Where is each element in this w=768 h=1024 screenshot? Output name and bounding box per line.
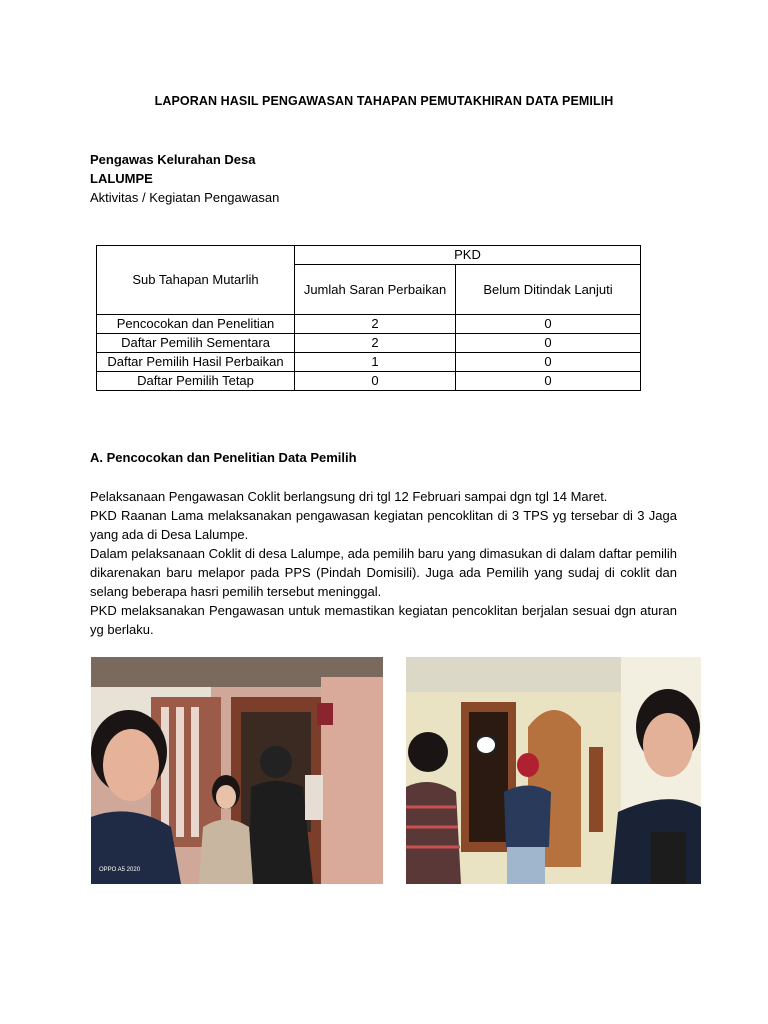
group-header-pkd: PKD: [295, 246, 641, 265]
section-a-body: [90, 487, 677, 639]
photo-watermark: OPPO A5 2020: [99, 867, 141, 873]
cell-stage: Pencocokan dan Penelitian: [97, 315, 295, 334]
cell-belum: 0: [456, 372, 641, 391]
sub-header-belum: Belum Ditindak Lanjuti: [456, 265, 641, 315]
table-row: [97, 334, 641, 353]
photo-coklit-left: [91, 657, 383, 884]
col-header-stage: Sub Tahapan Mutarlih: [97, 246, 295, 315]
section-a-heading: A. Pencocokan dan Penelitian Data Pemilih: [90, 450, 357, 465]
paragraph: Pelaksanaan Pengawasan Coklit berlangsung dri tgl 12 Februari sampai dgn tgl 14 Maret.: [90, 489, 608, 504]
cell-saran: 2: [295, 315, 456, 334]
cell-saran: 1: [295, 353, 456, 372]
cell-stage: Daftar Pemilih Tetap: [97, 372, 295, 391]
cell-saran: 0: [295, 372, 456, 391]
table-row: [97, 353, 641, 372]
paragraph: PKD Raanan Lama melaksanakan pengawasan kegiatan pencoklitan di 3 TPS yg tersebar di 3 Jaga yang ada di Desa Lalumpe.: [90, 508, 677, 542]
monitoring-table: [96, 245, 641, 391]
village-name: LALUMPE: [90, 171, 153, 186]
table-row: [97, 372, 641, 391]
activity-label: Aktivitas / Kegiatan Pengawasan: [90, 190, 280, 205]
table-row: [97, 315, 641, 334]
paragraph: Dalam pelaksanaan Coklit di desa Lalumpe, ada pemilih baru yang dimasukan di dalam daftar pemilih dikarenakan baru melapor pada PPS (Pindah Domisili). Juga ada Pemilih yang sudaj di coklit dan selang beberapa hasri pemilih tersebut meninggal.: [90, 546, 677, 599]
supervisor-label: Pengawas Kelurahan Desa: [90, 152, 256, 167]
cell-stage: Daftar Pemilih Hasil Perbaikan: [97, 353, 295, 372]
cell-saran: 2: [295, 334, 456, 353]
document-title: LAPORAN HASIL PENGAWASAN TAHAPAN PEMUTAKHIRAN DATA PEMILIH: [154, 94, 614, 108]
cell-belum: 0: [456, 334, 641, 353]
paragraph: PKD melaksanakan Pengawasan untuk memastikan kegiatan pencoklitan berjalan sesuai dgn aturan yg berlaku.: [90, 603, 677, 637]
cell-belum: 0: [456, 315, 641, 334]
sub-header-saran: Jumlah Saran Perbaikan: [295, 265, 456, 315]
cell-stage: Daftar Pemilih Sementara: [97, 334, 295, 353]
photo-coklit-right: [406, 657, 701, 884]
cell-belum: 0: [456, 353, 641, 372]
